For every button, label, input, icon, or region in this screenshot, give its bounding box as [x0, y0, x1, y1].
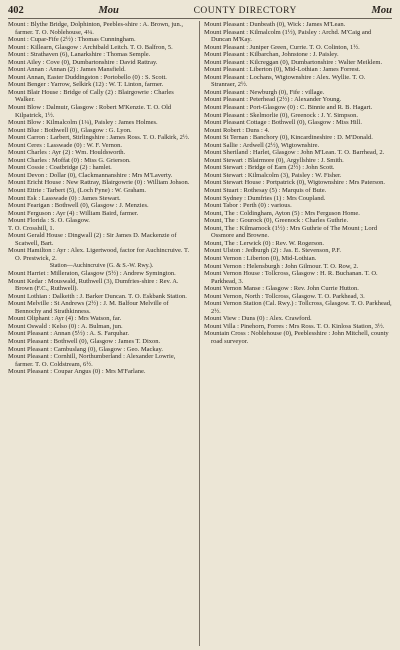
directory-entry: Mount Pleasant : Coupar Angus (0) : Mrs M'Farlane.: [8, 368, 146, 376]
directory-entry: Mountain Cross : Noblehouse (0), Peeblesshire : John Mitchell, county road surveyor.: [204, 330, 389, 345]
directory-entry: Mount Pleasant : Juniper Green, Currie. T. O. Colinton, 1½.: [204, 43, 360, 51]
directory-entry: Mount Pleasant : Newburgh (0), Fife : village.: [204, 88, 325, 96]
directory-entry: Mount Pleasant : Kilbarchan, Johnstone : J. Paisley.: [204, 51, 339, 59]
directory-entry: Mount Pleasant : Cornhill, Northumberland : Alexander Lowrie, farmer. T. O. Coldstream, 6½.: [8, 353, 176, 368]
directory-entry: Mount Annan : Annan (2) : James Mansfield.: [8, 66, 126, 74]
directory-entry: Mount Blue : Bothwell (0), Glasgow : G. Lyon.: [8, 126, 132, 134]
directory-entry: Mount Esk : Lasswade (0) : James Stewart.: [8, 194, 121, 202]
directory-entry: Mount Vernon, North : Tollcross, Glasgow. T. O. Parkhead, 3.: [204, 292, 365, 300]
directory-entry: Mount Lothian : Dalkeith : J. Barker Duncan. T. O. Eskbank Station.: [8, 292, 187, 300]
directory-entry: Mount Villa : Pinehorn, Forres : Mrs Ross. T. O. Kinloss Station, 3½.: [204, 322, 385, 330]
directory-entry: Mount View : Duns (0) : Alex. Crawford.: [204, 315, 312, 323]
directory-entry: Mount Devon : Dollar (0), Clackmannanshire : Mrs M'Laverty.: [8, 171, 173, 179]
directory-entry: Mount Pleasant : Peterhead (2½) : Alexander Young.: [204, 96, 342, 104]
directory-entry: Mount Tabor : Perth (0) : various.: [204, 202, 292, 210]
directory-entry: Mount Blow : Kilmalcolm (1¼), Paisley : James Holmes.: [8, 119, 158, 127]
directory-entry: Mount Blow : Dalmuir, Glasgow : Robert M'Kenzie. T. O. Old Kilpatrick, 1½.: [8, 104, 172, 119]
directory-entry: Mount Robert : Duns : 4.: [204, 126, 270, 134]
directory-entry: Mount Fearigan : Bothwell (0), Glasgow : J. Menzies.: [8, 202, 149, 210]
directory-entry: Mount Pleasant : Liberton (0), Mid-Lothian : James Forrest.: [204, 66, 361, 74]
directory-entry: Mount Sydney : Dumfries (1) : Mrs Coupland.: [204, 194, 326, 202]
directory-entry: Mount Stewart : Kilmalcolm (3), Paisley : W. Fisher.: [204, 171, 342, 179]
directory-entry: Mount Stuart : Rothesay (5) : Marquis of Bute.: [204, 187, 327, 195]
directory-entry: Mount Pleasant : Kilmalcolm (1½), Paisley : Archd. M'Caig and Duncan M'Kay.: [204, 28, 372, 44]
directory-entry: Mount Pleasant : Kilcreggan (0), Dumbartonshire : Walter Meiklem.: [204, 58, 383, 66]
directory-entry: Mount Ulston : Jedburgh (2) : Jas. E. Stevenson, P.F.: [204, 247, 341, 255]
directory-entry: Mount Gerald House : Dingwall (2) : Sir James D. Mackenzie of Scatwell, Bart.: [8, 232, 177, 247]
directory-entry: Mount : Killearn, Glasgow : Archibald Leitch. T. O. Balfron, 5.: [8, 43, 173, 51]
directory-entry: Mount Charles : Moffat (0) : Miss G. Grierson.: [8, 156, 131, 164]
directory-entry: Mount Vernon : Liberton (0), Mid-Lothian.: [204, 254, 317, 262]
directory-entry: T. O. Crosshill, 1.: [8, 224, 55, 232]
directory-entry: Mount Pleasant : Cambuslang (0), Glasgow : Geo. Mackay.: [8, 345, 164, 353]
directory-entry: Mount : Cupar-Fife (2½) : Thomas Cunningham.: [8, 36, 136, 44]
directory-entry: Mount : Strathaven (6), Lanarkshire : Thomas Semple.: [8, 51, 151, 59]
directory-entry: Mount, The : Lerwick (0) : Rev. W. Rogerson.: [204, 239, 325, 247]
directory-entry: Mount, The : Coldingham, Ayton (5) : Mrs Ferguson Home.: [204, 209, 360, 217]
page-title: COUNTY DIRECTORY: [193, 6, 297, 16]
directory-entry: Mount Ettrie : Tarbert (5), (Loch Fyne) : W. Graham.: [8, 187, 147, 195]
directory-entry: Mount Ferguson : Ayr (4) : William Baird, farmer.: [8, 209, 139, 217]
directory-entry: Mount, The : Gourock (0), Greenock : Charles Guthrie.: [204, 217, 349, 225]
directory-entry: Mount Pleasant Cottage : Bothwell (0), Glasgow : Miss Hill.: [204, 119, 362, 127]
directory-entry: Mount : Blythe Bridge, Dolphinton, Peebles-shire : A. Brown, jun., farmer. T. O. Noblehouse, 4¼.: [8, 21, 183, 36]
directory-entry: Mount Vernon : Helensburgh : John Gilmour. T. O. Row, 2.: [204, 262, 359, 270]
running-head-right: Mou: [371, 5, 392, 16]
directory-entry: Mount St Ternan : Banchory (0), Kincardineshire : D. M'Donald.: [204, 134, 373, 142]
directory-entry: Mount Hamilton : Ayr : Alex. Ligertwood, factor for Auchincruive. T. O. Prestwick, 2.: [8, 247, 190, 262]
directory-entry: Mount Pleasant : Annan (5½) : A. S. Farquhar.: [8, 330, 129, 338]
directory-entry: Mount Ericht House : New Rattray, Blairgowrie (0) : William Johson.: [8, 179, 190, 187]
directory-entry: Mount Pleasant : Port-Glasgow (0) : C. Binnie and R. B. Hagart.: [204, 104, 373, 112]
directory-entry: Mount Kedar : Mouswald, Ruthwell (3), Dumfries-shire : Rev. A. Brown (F.C., Ruthwell).: [8, 277, 179, 293]
directory-entry: Mount Ailey : Cove (0), Dumbartonshire : David Rattray.: [8, 58, 158, 66]
directory-entry: Mount Florida : S. O. Glasgow.: [8, 217, 90, 225]
right-column: [200, 21, 392, 646]
directory-entry: Mount Vernon Manse : Glasgow : Rev. John Currie Hutton.: [204, 285, 359, 293]
directory-entry: Mount Melville : St Andrews (2½) : J. M. Balfour Melville of Bennochy and Strathkinness.: [8, 300, 169, 315]
section-note: Station—Auchincruive (G. & S.-W. Rwy.).: [49, 262, 154, 269]
left-column: [8, 21, 200, 646]
page-number: 402: [8, 5, 24, 16]
directory-entry: Mount Stewart : Blairmore (0), Argyllshire : J. Smith.: [204, 156, 344, 164]
directory-entry: Mount Pleasant : Lochans, Wigtownshire : Alex. Wyllie. T. O. Stranraer, 2½.: [204, 73, 366, 89]
directory-entry: Mount Pleasant : Bothwell (0), Glasgow : James T. Dixon.: [8, 337, 161, 345]
directory-entry: Mount Oliphant : Ayr (4) : Mrs Watson, far.: [8, 315, 122, 323]
directory-entry: Mount Stewart : Bridge of Earn (2½) : John Scott.: [204, 164, 335, 172]
directory-entry: Mount Carron : Larbert, Stirlingshire : James Ross. T. O. Falkirk, 2½.: [8, 134, 190, 142]
directory-entry: Mount Vernon House : Tollcross, Glasgow : H. R. Buchanan. T. O. Parkhead, 3.: [204, 270, 378, 285]
directory-entry: Mount Cossie : Coatbridge (2) : hamlet.: [8, 164, 112, 172]
directory-entry: Mount Annan, Easter Duddingston : Portobello (0) : S. Scott.: [8, 73, 167, 81]
directory-entry: Mount, The : Kilmarnock (1½) : Mrs Guthrie of The Mount ; Lord Ossmore and Browne.: [204, 224, 378, 240]
columns: [8, 21, 392, 646]
directory-entry: Mount Vernon Station (Cal. Rwy.) : Tollcross, Glasgow. T. O. Parkhead, 2½.: [204, 300, 392, 315]
directory-entry: Mount Sallie : Ardwell (2½), Wigtownshire.: [204, 141, 320, 149]
directory-entry: Mount Charles : Ayr (2) : Wm. Houldsworth.: [8, 149, 126, 157]
directory-entry: Mount Blair House : Bridge of Cally (2) : Blairgowrie : Charles Walker.: [8, 88, 174, 104]
directory-entry: Mount Harriet : Milleraton, Glasgow (5½) : Andrew Symington.: [8, 270, 176, 278]
directory-entry: Mount Pleasant : Dunbeath (0), Wick : James M'Lean.: [204, 21, 346, 28]
running-head-left: Mou: [98, 5, 119, 16]
directory-entry: Mount Pleasant : Skelmorlie (0), Greenock : J. Y. Simpson.: [204, 111, 359, 119]
directory-entry: Mount Ceres : Lasswade (0) : W. F. Vernon.: [8, 141, 123, 149]
directory-entry: Mount Oswald : Kelso (0) : A. Bulman, jun.: [8, 322, 123, 330]
page-header: [8, 4, 392, 19]
directory-entry: Mount Sheriland : Harlet, Glasgow : John M'Lean. T. O. Barrhead, 2.: [204, 149, 385, 157]
directory-entry: Mount Benger : Yarrow, Selkirk (12) : W. T. Linton, farmer.: [8, 81, 164, 89]
directory-entry: Mount Stewart House : Portpatrick (0), Wigtownshire : Mrs Paterson.: [204, 179, 386, 187]
